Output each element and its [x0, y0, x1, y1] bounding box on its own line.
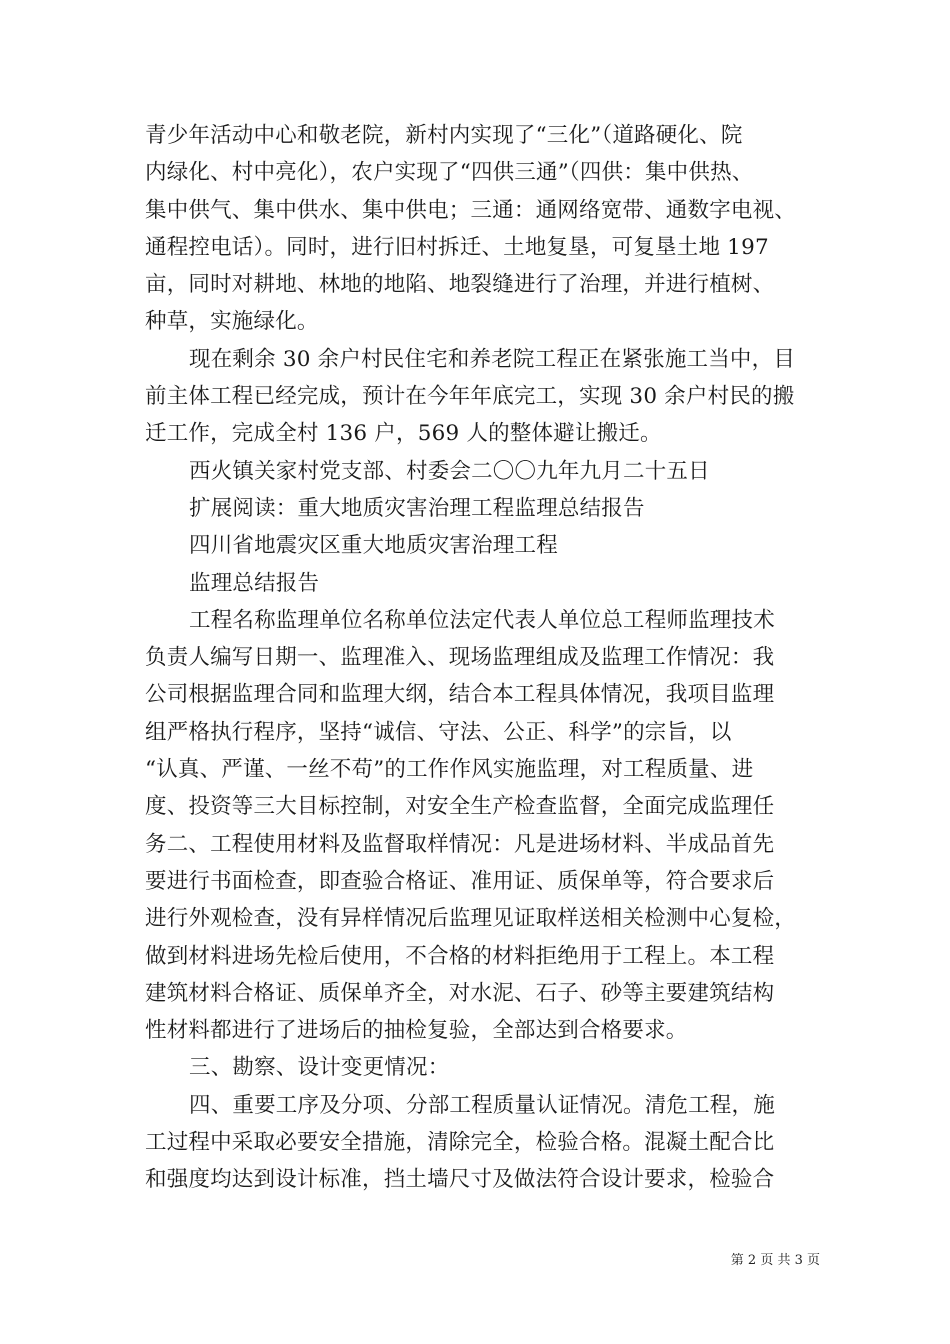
- extended-reading-title: 扩展阅读：重大地质灾害治理工程监理总结报告: [189, 495, 645, 521]
- signature-line: 西火镇关家村党支部、村委会二〇〇九年九月二十五日: [189, 458, 710, 484]
- text-line: 性材料都进行了进场后的抽检复验，全部达到合格要求。: [145, 1018, 688, 1044]
- text-line: 四、重要工序及分项、分部工程质量认证情况。清危工程，施: [189, 1092, 775, 1118]
- text-line: 建筑材料合格证、质保单齐全，对水泥、石子、砂等主要建筑结构: [145, 980, 775, 1006]
- text-line: 要进行书面检查，即查验合格证、准用证、质保单等，符合要求后: [145, 868, 775, 894]
- text-line: 组严格执行程序，坚持“诚信、守法、公正、科学”的宗旨，以: [145, 719, 732, 745]
- text-line: 现在剩余 30 余户村民住宅和养老院工程正在紧张施工当中，目: [189, 346, 796, 372]
- text-line: 迁工作，完成全村 136 户，569 人的整体避让搬迁。: [145, 421, 662, 447]
- document-body: [145, 117, 825, 1199]
- page-number: 第 2 页 共 3 页: [730, 1253, 820, 1268]
- text-line: 青少年活动中心和敬老院，新村内实现了“三化”（道路硬化、院: [145, 123, 743, 148]
- text-line: 进行外观检查，没有异样情况后监理见证取样送相关检测中心复检，: [145, 906, 797, 932]
- text-line: 种草，实施绿化。: [145, 309, 319, 335]
- text-line: 公司根据监理合同和监理大纲，结合本工程具体情况，我项目监理: [145, 682, 775, 708]
- text-line: 做到材料进场先检后使用，不合格的材料拒绝用于工程上。本工程: [145, 943, 775, 969]
- text-line: 集中供气、集中供水、集中供电；三通：通网络宽带、通数字电视、: [145, 197, 797, 223]
- text-line: 内绿化、村中亮化），农户实现了“四供三通”（四供：集中供热、: [145, 160, 754, 186]
- text-line: 和强度均达到设计标准，挡土墙尺寸及做法符合设计要求，检验合: [145, 1167, 775, 1193]
- section-heading: 三、勘察、设计变更情况：: [189, 1055, 450, 1081]
- text-line: 务二、工程使用材料及监督取样情况：凡是进场材料、半成品首先: [145, 831, 775, 857]
- text-line: 工过程中采取必要安全措施，清除完全，检验合格。混凝土配合比: [145, 1130, 775, 1156]
- report-heading: 四川省地震灾区重大地质灾害治理工程: [189, 533, 558, 559]
- text-line: 负责人编写日期一、监理准入、现场监理组成及监理工作情况：我: [145, 645, 775, 671]
- report-subheading: 监理总结报告: [189, 570, 320, 596]
- text-line: 度、投资等三大目标控制，对安全生产检查监督，全面完成监理任: [145, 794, 775, 820]
- text-line: 亩，同时对耕地、林地的地陷、地裂缝进行了治理，并进行植树、: [145, 272, 775, 298]
- text-line: 工程名称监理单位名称单位法定代表人单位总工程师监理技术: [189, 607, 775, 633]
- text-line: 前主体工程已经完成，预计在今年年底完工，实现 30 余户村民的搬: [145, 384, 795, 410]
- text-line: 通程控电话）。同时，进行旧村拆迁、土地复垦，可复垦土地 197: [145, 234, 769, 260]
- text-line: “认真、严谨、一丝不苟”的工作作风实施监理，对工程质量、进: [145, 757, 754, 783]
